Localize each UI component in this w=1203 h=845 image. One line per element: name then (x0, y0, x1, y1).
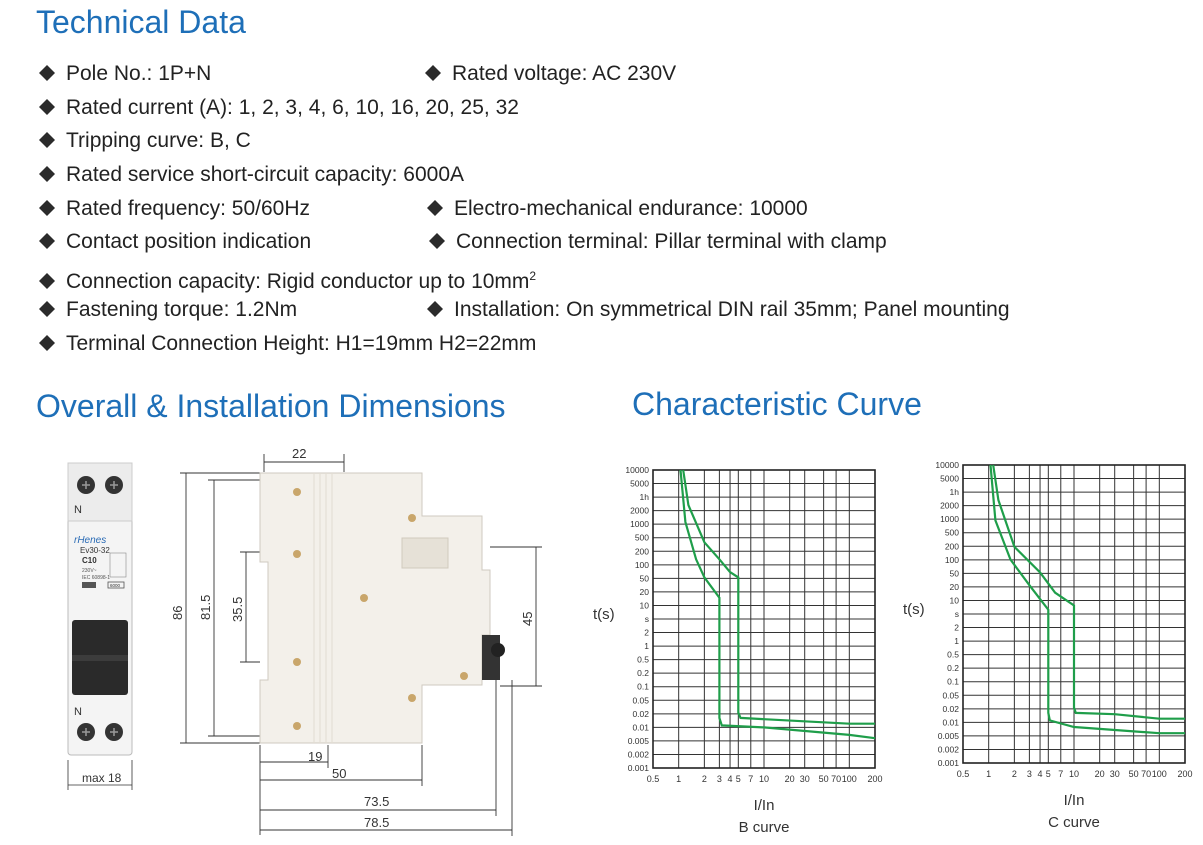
x-tick-label: 70 (1141, 769, 1152, 779)
x-tick-label: 0.5 (646, 774, 660, 784)
y-tick-label: 10000 (935, 460, 959, 470)
y-tick-label: 0.01 (632, 722, 649, 733)
x-tick-label: 200 (1177, 769, 1193, 779)
y-tick-label: 20 (949, 581, 959, 592)
front-brand: rHenes (74, 535, 107, 546)
diamond-icon (38, 334, 56, 352)
y-tick-label: s (644, 614, 649, 624)
curve-series-0 (993, 465, 1185, 719)
y-tick-label: 10 (639, 600, 649, 611)
dim-max-18: max 18 (82, 771, 122, 785)
spec-capacity (38, 264, 536, 294)
y-tick-label: 100 (634, 559, 649, 570)
y-tick-label: 0.2 (637, 668, 649, 679)
diamond-icon (426, 300, 444, 318)
spec-torque (38, 298, 297, 322)
dim-86: 86 (170, 605, 185, 620)
front-voltage: 230V~ (82, 568, 97, 574)
y-tick-label: 0.002 (937, 744, 959, 755)
y-tick-label: 1000 (630, 519, 649, 530)
spec-current (38, 96, 519, 120)
spec-terminal (428, 230, 887, 254)
dimensions-heading: Overall & Installation Dimensions (36, 388, 506, 424)
spec-pole (38, 62, 211, 86)
curve-heading: Characteristic Curve (632, 386, 922, 422)
diamond-icon (424, 64, 442, 82)
y-tick-label: 0.02 (632, 708, 649, 719)
x-tick-label: 4 (727, 774, 733, 784)
spec-tripping (38, 129, 251, 153)
spec-endurance-text: Electro-mechanical endurance: 10000 (454, 197, 808, 220)
y-tick-label: 10 (949, 595, 959, 606)
diamond-icon (38, 272, 56, 290)
x-tick-label: 200 (867, 774, 883, 784)
x-tick-label: 100 (1151, 769, 1167, 779)
y-tick-label: 20 (639, 586, 649, 597)
diamond-icon (38, 165, 56, 183)
y-tick-label: 0.1 (637, 681, 649, 692)
x-tick-label: 2 (1011, 769, 1017, 779)
y-tick-label: 0.5 (637, 654, 649, 665)
x-tick-label: 20 (1094, 769, 1105, 779)
y-tick-label: 0.005 (627, 735, 649, 746)
x-tick-label: 1 (676, 774, 682, 784)
spec-height (38, 332, 536, 356)
spec-capacity-text: Connection capacity: Rigid conductor up to 10mm (66, 270, 530, 293)
spec-contact (38, 230, 311, 254)
x-tick-label: 7 (748, 774, 754, 784)
curve-caption: B curve (738, 819, 790, 836)
y-tick-label: 10000 (625, 465, 649, 475)
spec-contact-text: Contact position indication (66, 230, 312, 253)
front-rating: C10 (82, 556, 97, 565)
spec-endurance (426, 197, 808, 221)
x-tick-label: 50 (818, 774, 829, 784)
spec-pole-text: Pole No.: 1P+N (66, 62, 212, 85)
spec-frequency (38, 197, 310, 221)
y-tick-label: 500 (634, 532, 649, 543)
y-axis-label: t(s) (593, 606, 615, 623)
y-tick-label: 0.1 (947, 676, 959, 687)
curve-series-0 (683, 470, 875, 724)
y-tick-label: 2 (644, 627, 649, 638)
x-tick-label: 3 (1026, 769, 1032, 779)
spec-installation-text: Installation: On symmetrical DIN rail 35mm; Panel mounting (454, 298, 1010, 321)
diamond-icon (38, 199, 56, 217)
dim-81-5: 81.5 (198, 594, 213, 620)
front-neutral-top: N (74, 504, 82, 516)
x-tick-label: 5 (735, 774, 741, 784)
y-tick-label: 2000 (630, 505, 649, 516)
spec-breaking (38, 163, 464, 187)
spec-installation (426, 298, 1010, 322)
y-tick-label: 1h (639, 492, 649, 503)
x-axis-label: I/In (753, 797, 775, 814)
y-tick-label: 0.001 (627, 763, 649, 773)
y-tick-label: 200 (634, 546, 649, 557)
x-tick-label: 20 (784, 774, 795, 784)
y-tick-label: 100 (944, 554, 959, 565)
y-tick-label: 1000 (940, 514, 959, 525)
breaker-front-view (60, 455, 140, 795)
y-tick-label: 5000 (630, 478, 649, 489)
y-tick-label: s (954, 609, 959, 619)
breaker-side-view (160, 440, 560, 840)
y-tick-label: 50 (949, 568, 959, 579)
x-tick-label: 100 (841, 774, 857, 784)
x-tick-label: 70 (831, 774, 842, 784)
dim-45: 45 (520, 611, 535, 626)
diamond-icon (38, 64, 56, 82)
y-tick-label: 0.01 (942, 717, 959, 728)
y-tick-label: 0.005 (937, 730, 959, 741)
y-tick-label: 1 (954, 636, 959, 647)
spec-capacity-sup: 2 (529, 269, 537, 283)
diamond-icon (426, 199, 444, 217)
x-tick-label: 10 (1068, 769, 1080, 779)
diamond-icon (38, 131, 56, 149)
curve-caption: C curve (1048, 814, 1100, 831)
c-curve-chart (895, 455, 1195, 840)
spec-voltage-text: Rated voltage: AC 230V (452, 62, 677, 85)
y-tick-label: 0.001 (937, 758, 959, 768)
x-tick-label: 4 (1037, 769, 1043, 779)
x-tick-label: 5 (1045, 769, 1051, 779)
diamond-icon (428, 232, 446, 250)
y-tick-label: 0.05 (632, 695, 649, 706)
y-tick-label: 2000 (940, 500, 959, 511)
b-curve-chart (585, 460, 885, 845)
spec-current-text: Rated current (A): 1, 2, 3, 4, 6, 10, 16, 20, 25, 32 (66, 96, 519, 119)
dim-35-5: 35.5 (230, 596, 245, 622)
spec-torque-text: Fastening torque: 1.2Nm (66, 298, 298, 321)
x-tick-label: 2 (701, 774, 707, 784)
y-tick-label: 50 (639, 573, 649, 584)
dim-22: 22 (292, 446, 307, 461)
diamond-icon (38, 232, 56, 250)
x-tick-label: 30 (799, 774, 810, 784)
y-tick-label: 0.02 (942, 703, 959, 714)
y-axis-label: t(s) (903, 601, 925, 618)
x-tick-label: 50 (1128, 769, 1139, 779)
y-tick-label: 500 (944, 527, 959, 538)
front-model: Ev30-32 (80, 546, 110, 555)
x-axis-label: I/In (1063, 792, 1085, 809)
y-tick-label: 0.05 (942, 690, 959, 701)
x-tick-label: 3 (716, 774, 722, 784)
diamond-icon (38, 98, 56, 116)
y-tick-label: 1 (644, 641, 649, 652)
y-tick-label: 0.002 (627, 749, 649, 760)
y-tick-label: 5000 (940, 473, 959, 484)
y-tick-label: 0.5 (947, 649, 959, 660)
y-tick-label: 200 (944, 541, 959, 552)
x-tick-label: 1 (986, 769, 992, 779)
spec-breaking-text: Rated service short-circuit capacity: 6000A (66, 163, 465, 186)
x-tick-label: 0.5 (956, 769, 970, 779)
dim-78-5: 78.5 (364, 815, 390, 830)
x-tick-label: 7 (1058, 769, 1064, 779)
x-tick-label: 10 (758, 774, 770, 784)
dim-73-5: 73.5 (364, 794, 390, 809)
x-tick-label: 30 (1109, 769, 1120, 779)
technical-data-heading: Technical Data (36, 4, 246, 40)
y-tick-label: 1h (949, 487, 959, 498)
front-standard: IEC 60898-1 (82, 575, 111, 581)
front-neutral-bottom: N (74, 706, 82, 718)
spec-frequency-text: Rated frequency: 50/60Hz (66, 197, 310, 220)
dim-19: 19 (308, 749, 323, 764)
spec-terminal-text: Connection terminal: Pillar terminal with clamp (456, 230, 887, 253)
y-tick-label: 0.2 (947, 663, 959, 674)
front-capacity: 6000 (110, 583, 121, 588)
dim-50: 50 (332, 766, 347, 781)
y-tick-label: 2 (954, 622, 959, 633)
spec-height-text: Terminal Connection Height: H1=19mm H2=22mm (66, 332, 537, 355)
spec-tripping-text: Tripping curve: B, C (66, 129, 251, 152)
spec-voltage (424, 62, 676, 86)
diamond-icon (38, 300, 56, 318)
